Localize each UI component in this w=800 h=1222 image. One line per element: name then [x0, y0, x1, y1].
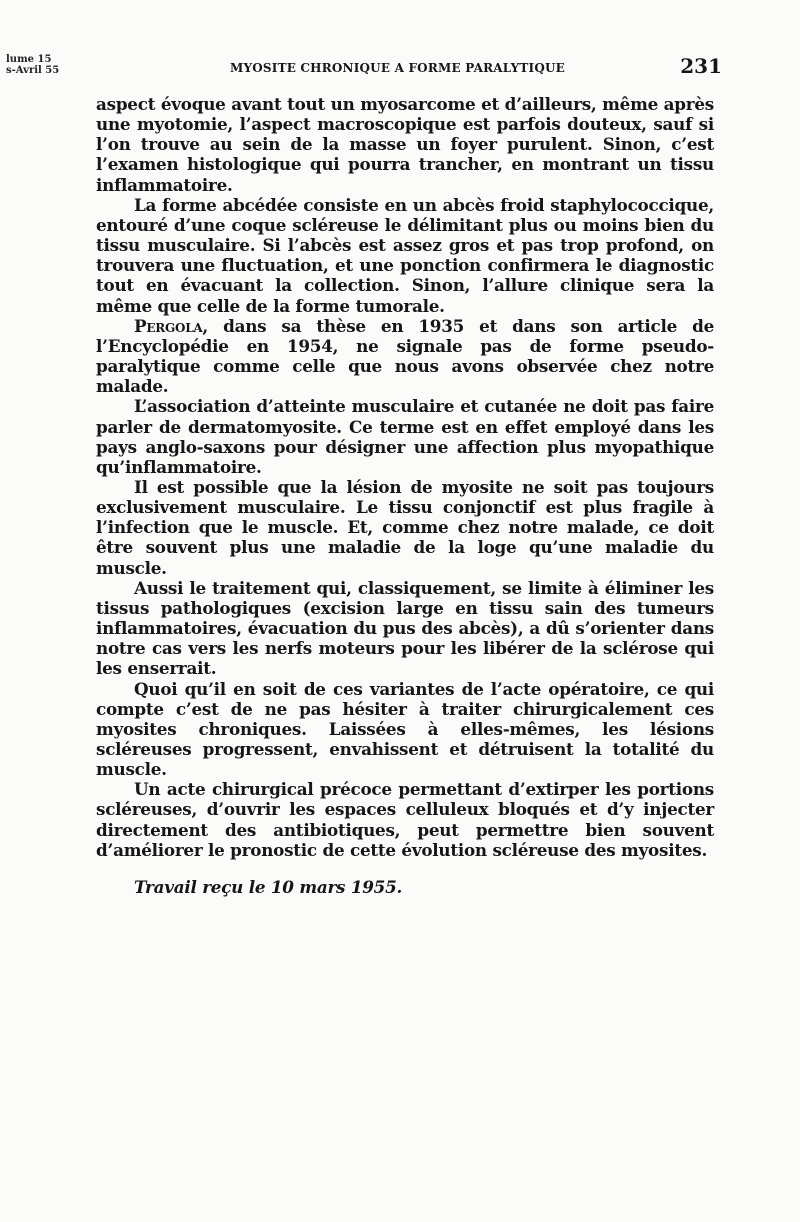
paragraph-forme-abcedee: La forme abcédée consiste en un abcès froid staphylococcique, entouré d’une coque scléreuse le délimitant plus ou moins bien du tissu musculaire. Si l’abcès est assez gros et pas trop profond, on trouvera une fluctuation, et une ponction confirmera le diagnostic tout en évacuant la collection. Sinon, l’allure clinique sera la même que celle de la forme tumorale. [96, 194, 714, 316]
article-body [96, 94, 714, 897]
pergola-text: dans sa thèse en 1935 et dans son article de l’Encyclopédie en 1954, ne signale pas de forme pseudo-paralytique comme celle que nous avons observée chez notre malade. [96, 315, 714, 397]
paragraph-lesion: Il est possible que la lésion de myosite ne soit pas toujours exclusivement musculaire. Le tissu conjonctif est plus fragile à l’infection que le muscle. Et, comme chez notre malade, ce doit être souvent plus une maladie de la loge qu’une maladie du muscle. [96, 476, 714, 578]
page-number: 231 [680, 54, 722, 78]
author-name: Pergola, [134, 315, 209, 336]
volume-number: lume 15 [6, 54, 52, 65]
paragraph-pergola [96, 316, 714, 397]
paragraph-dermatomyosite: L’association d’atteinte musculaire et cutanée ne doit pas faire parler de dermatomyosite. Ce terme est en effet employé dans les pays anglo-saxons pour désigner une affection plus myopathique qu’inflammatoire. [96, 396, 714, 477]
received-date: Travail reçu le 10 mars 1955. [134, 876, 403, 897]
paragraph-myosarcome: aspect évoque avant tout un myosarcome et d’ailleurs, même après une myotomie, l’aspect macroscopique est parfois douteux, sauf si l’on trouve au sein de la masse un foyer purulent. Sinon, c’est l’examen histologique qui pourra trancher, en montrant un tissu inflammatoire. [96, 94, 714, 195]
volume-issue-label [6, 54, 59, 76]
paragraph-acte-chirurgical: Un acte chirurgical précoce permettant d’extirper les portions scléreuses, d’ouvrir les espaces celluleux bloqués et d’y injecter directement des antibiotiques, peut permettre bien souvent d’améliorer le pronostic de cette évolution scléreuse des myosites. [96, 779, 714, 860]
paragraph-variantes: Quoi qu’il en soit de ces variantes de l’acte opératoire, ce qui compte c’est de ne pas hésiter à traiter chirurgicalement ces myosites chroniques. Laissées à elles-mêmes, les lésions scléreuses progressent, envahissent et détruisent la totalité du muscle. [96, 678, 714, 780]
issue-date: s-Avril 55 [6, 65, 60, 76]
running-header [6, 52, 722, 82]
paragraph-traitement: Aussi le traitement qui, classiquement, se limite à éliminer les tissus pathologiques (excision large en tissu sain des tumeurs inflammatoires, évacuation du pus des abcès), a dû s’orienter dans notre cas vers les nerfs moteurs pour les libérer de la sclérose qui les enserrait. [96, 577, 714, 679]
running-title: MYOSITE CHRONIQUE A FORME PARALYTIQUE [230, 61, 566, 75]
